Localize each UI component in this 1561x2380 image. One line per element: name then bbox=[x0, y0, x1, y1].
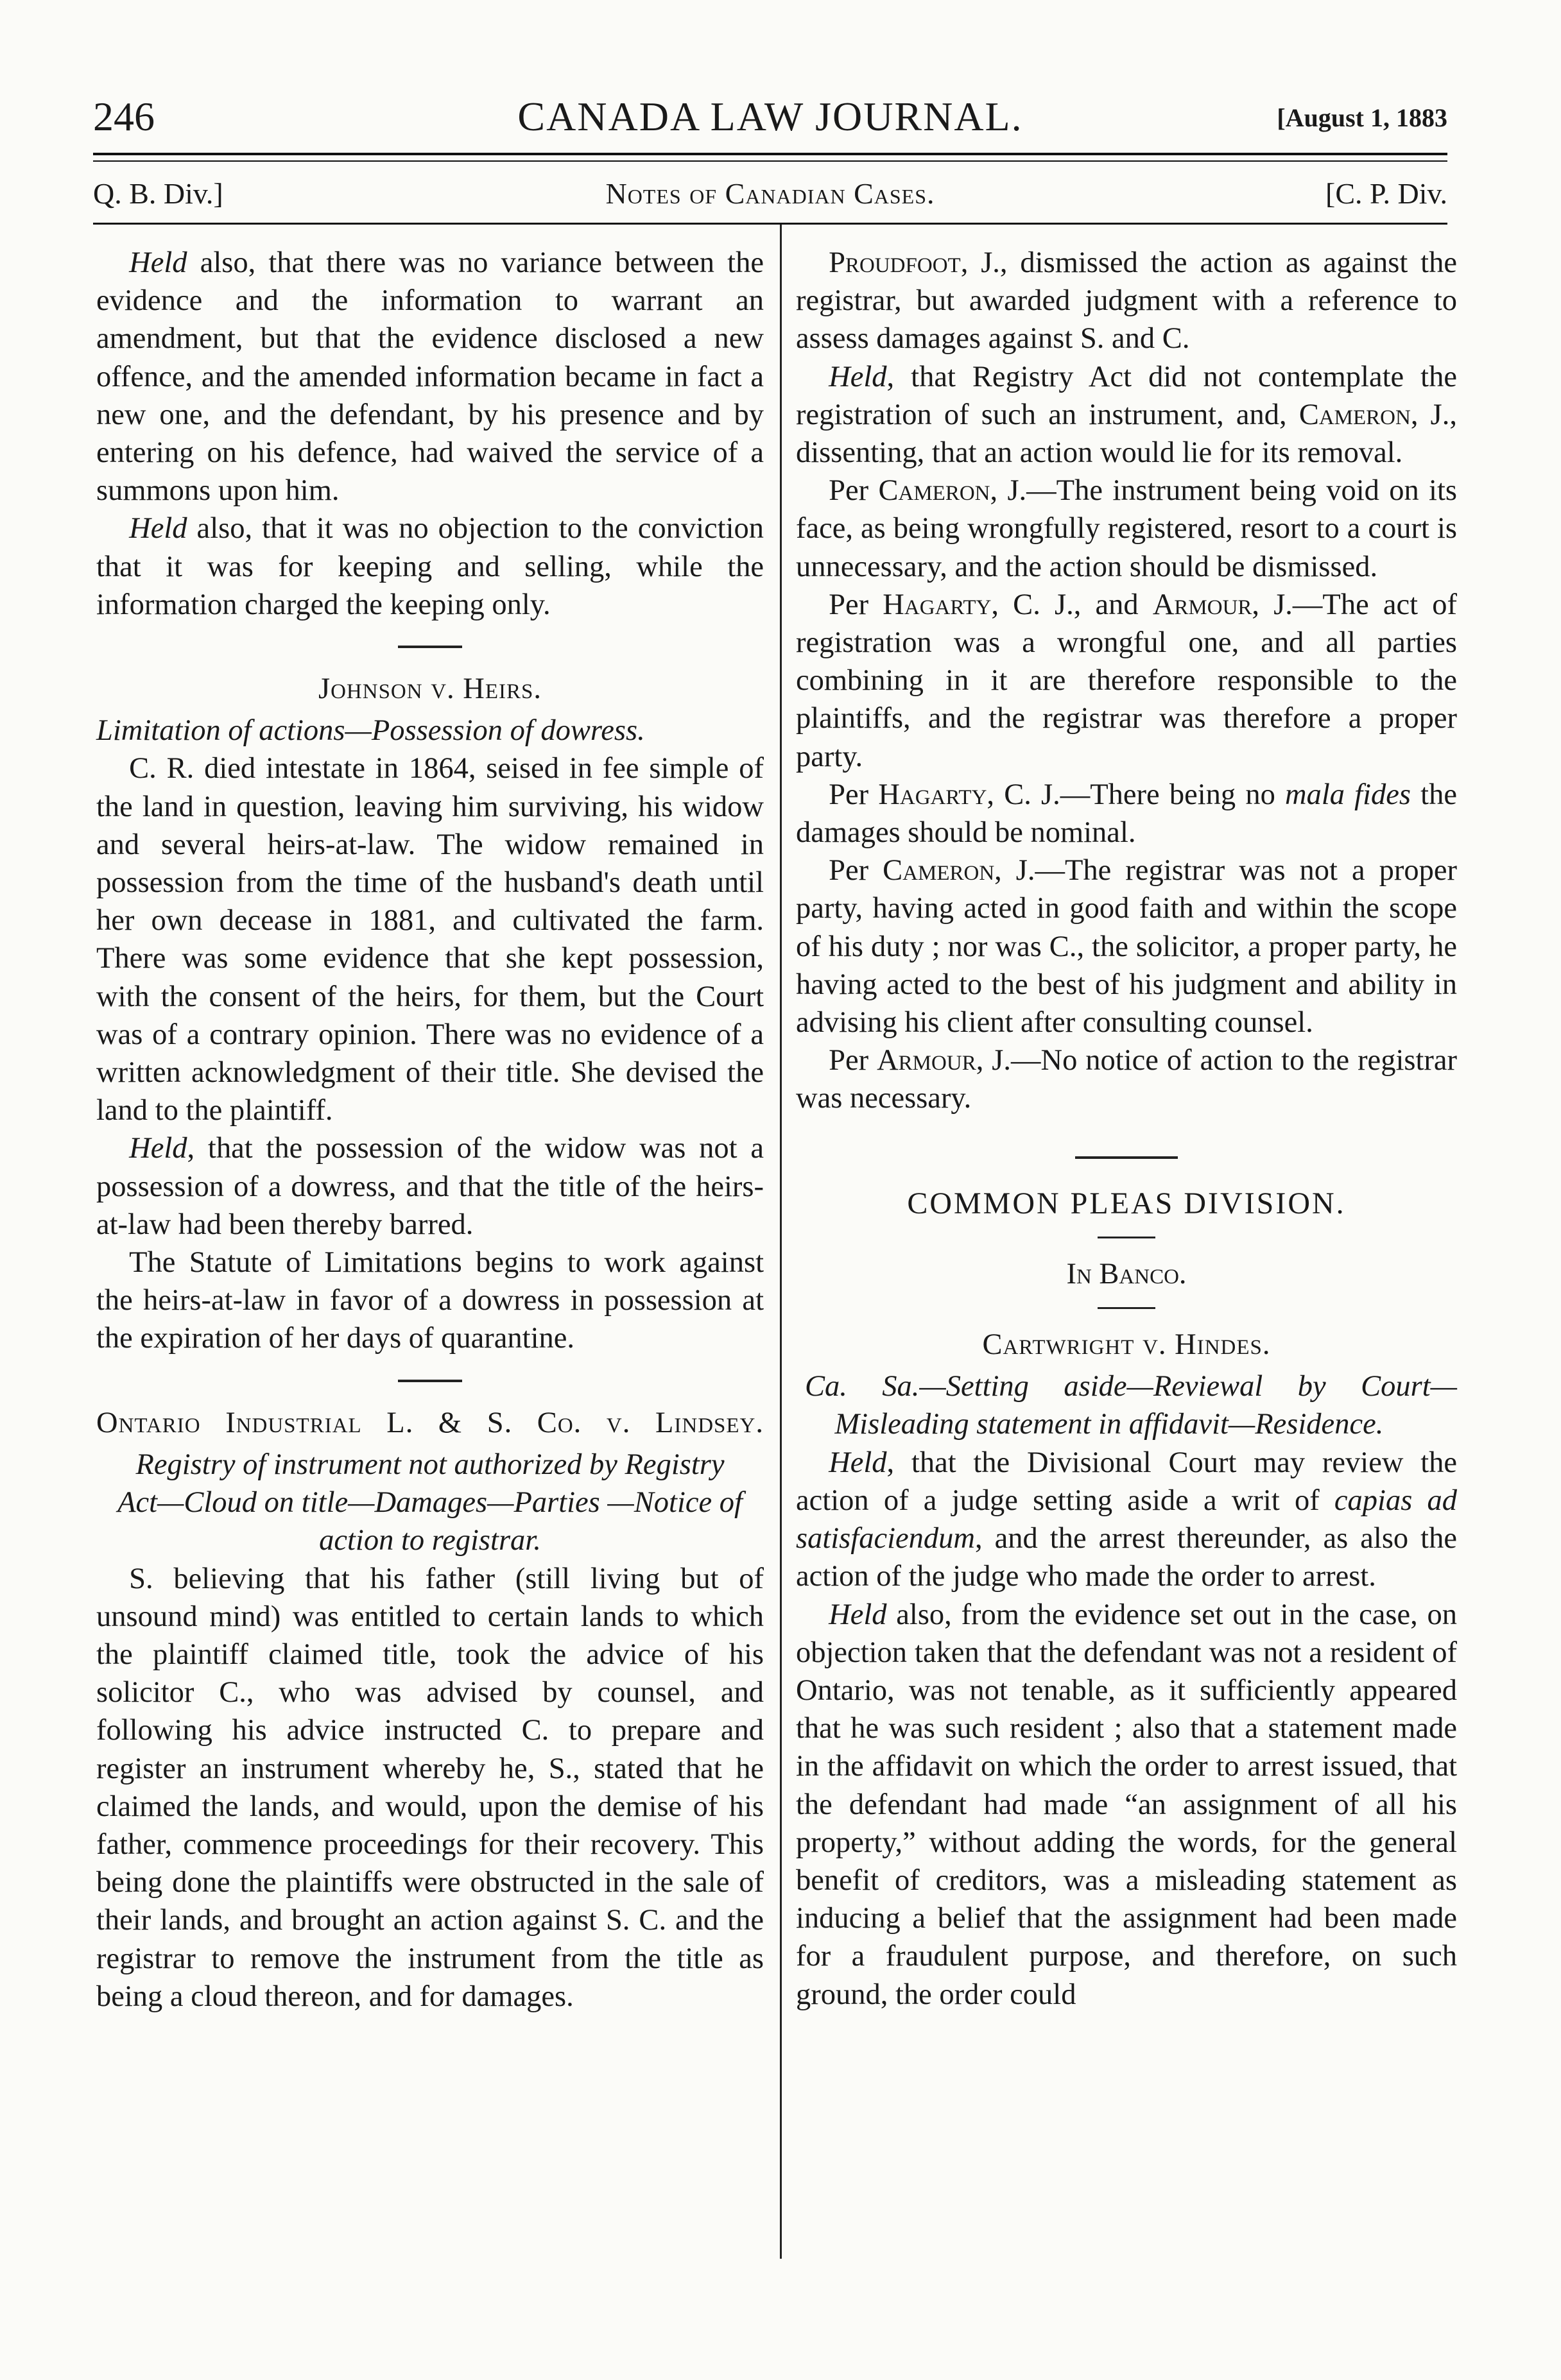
banco-heading: In Banco. bbox=[1066, 1257, 1187, 1290]
paragraph: Held also, that there was no variance between the evidence and the information to warrant an amendment, but that the evidence disclosed a new offence, and the amended information became in fact a new one, and the defendant, by his presence and by entering on his defence, had waived the service of a summons upon him. bbox=[96, 246, 764, 508]
paragraph: S. believing that his father (still living but of unsound mind) was entitled to certain lands to which the plaintiff claimed title, took the advice of his solicitor C., who was advised by counsel, and following his advice instructed C. to prepare and register an instrument whereby he, S., stated that he claimed the lands, and would, upon the demise of his father, commence proceedings for their recovery. This being done the plaintiffs were obstructed in the sale of their lands, and brought an action against S. C. and the registrar to remove the instrument from the title as being a cloud thereon, and for damages. bbox=[96, 1562, 764, 2013]
section-separator bbox=[1098, 1237, 1155, 1238]
paragraph: Per Hagarty, C. J.—There being no mala fides the damages should be nominal. bbox=[796, 778, 1457, 850]
subheader-left: Q. B. Div.] bbox=[93, 177, 223, 210]
section-separator bbox=[398, 1380, 462, 1382]
case-title: Cartwright v. Hindes. bbox=[982, 1328, 1271, 1362]
paragraph: C. R. died intestate in 1864, seised in fee simple of the land in question, leaving him surviving, his widow and several heirs-at-law. The widow remained in possession from the time of the husband's death until her own decease in 1881, and cultivated the farm. There was some evidence that she kept possession, with the consent of the heirs, for them, but the Court was of a contrary opinion. There was no evidence of a written acknowledgment of their title. She devised the land to the plaintiff. bbox=[96, 752, 764, 1127]
subheader-right: [C. P. Div. bbox=[1325, 177, 1447, 210]
case-title: Ontario Industrial L. & S. Co. v. Lindsey. bbox=[96, 1406, 764, 1439]
paragraph: Held, that Registry Act did not contemplate the registration of such an instrument, and, Cameron, J., dissenting, that an action would lie for its removal. bbox=[796, 360, 1457, 470]
paragraph: Per Hagarty, C. J., and Armour, J.—The act of registration was a wrongful one, and all parties combining in it are therefore responsible to the plaintiffs, and the registrar was therefore a proper party. bbox=[796, 588, 1457, 773]
left-column bbox=[96, 244, 764, 2016]
paragraph: Held, that the possession of the widow was not a possession of a dowress, and that the title of the heirs-at-law had been thereby barred. bbox=[96, 1132, 764, 1241]
paragraph: Per Cameron, J.—The registrar was not a proper party, having acted in good faith and within the scope of his duty ; nor was C., the solicitor, a proper party, he having acted to the best of his judgment and ability in advising his client after consulting counsel. bbox=[796, 854, 1457, 1040]
paragraph: Held also, from the evidence set out in the case, on objection taken that the defendant was not a resident of Ontario, was not tenable, as it sufficiently appeared that he was such resident ; also that a statement made in the affidavit on which the order to arrest issued, that the defendant had made “an assignment of all his property,” without adding the words, for the general benefit of creditors, was a misleading statement as inducing a belief that the assignment had been made for a fraudulent purpose, and therefore, on such ground, the order could bbox=[796, 1598, 1457, 2011]
case-subtitle: Ca. Sa.—Setting aside—Reviewal by Court—Misleading statement in affidavit—Residence. bbox=[804, 1370, 1457, 1441]
section-subheader bbox=[93, 176, 1447, 215]
column-divider bbox=[780, 225, 782, 2259]
section-separator bbox=[1098, 1307, 1155, 1309]
paragraph: Held also, that it was no objection to the conviction that it was for keeping and selling, while the information charged the keeping only. bbox=[96, 512, 764, 621]
case-subtitle: Limitation of actions—Possession of dowress. bbox=[96, 714, 645, 748]
subheader-rule bbox=[93, 223, 1447, 225]
case-title: Johnson v. Heirs. bbox=[318, 672, 542, 706]
paragraph: Per Armour, J.—No notice of action to the registrar was necessary. bbox=[796, 1044, 1457, 1115]
section-separator bbox=[398, 646, 462, 648]
header-double-rule bbox=[93, 153, 1447, 162]
division-heading: COMMON PLEAS DIVISION. bbox=[907, 1186, 1346, 1220]
paragraph: Proudfoot, J., dismissed the action as against the registrar, but awarded judgment with a reference to assess damages against S. and C. bbox=[796, 246, 1457, 355]
section-separator bbox=[1075, 1156, 1178, 1159]
right-column bbox=[796, 244, 1457, 2014]
running-head bbox=[93, 87, 1447, 138]
subheader-center: Notes of Canadian Cases. bbox=[605, 177, 935, 210]
paragraph: The Statute of Limitations begins to work against the heirs-at-law in favor of a dowress in possession at the expiration of her days of quarantine. bbox=[96, 1246, 764, 1355]
case-subtitle: Registry of instrument not authorized by Registry Act—Cloud on title—Damages—Parties —Notice of action to registrar. bbox=[117, 1448, 743, 1557]
paragraph: Held, that the Divisional Court may review the action of a judge setting aside a writ of capias ad satisfaciendum, and the arrest thereunder, as also the action of the judge who made the order to arrest. bbox=[796, 1446, 1457, 1593]
journal-title: CANADA LAW JOURNAL. bbox=[517, 94, 1023, 139]
paragraph: Per Cameron, J.—The instrument being void on its face, as being wrongfully registered, resort to a court is unnecessary, and the action should be dismissed. bbox=[796, 474, 1457, 583]
issue-date: [August 1, 1883 bbox=[1277, 103, 1447, 132]
page-number: 246 bbox=[93, 94, 155, 139]
